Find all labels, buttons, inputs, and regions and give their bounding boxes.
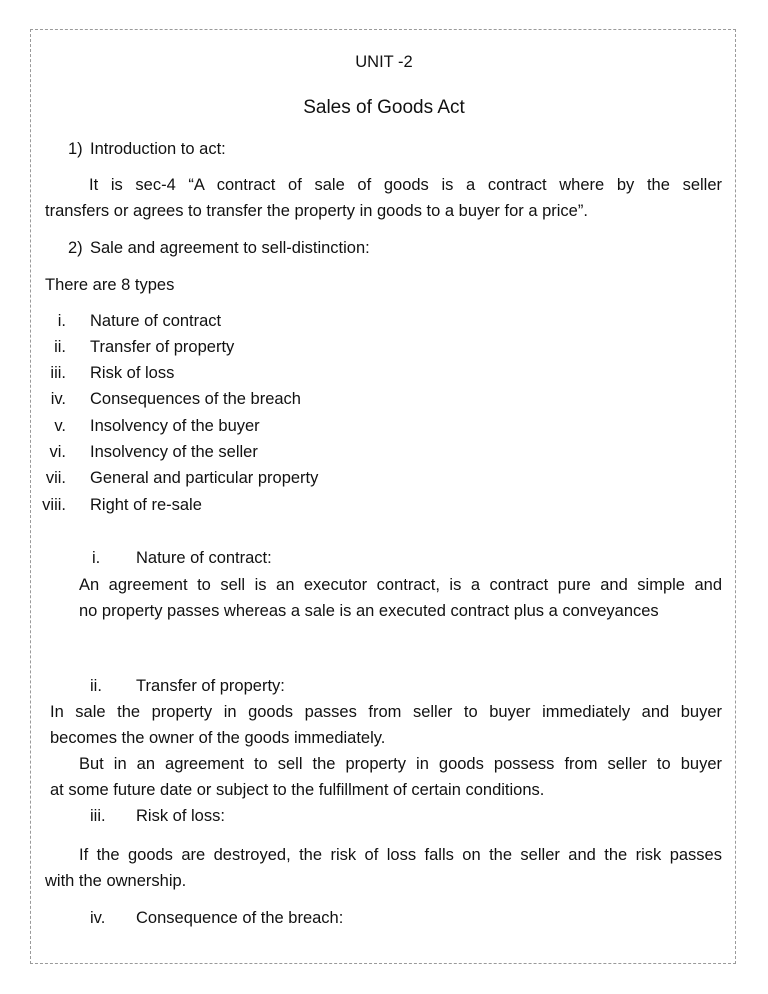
transfer-line-2: becomes the owner of the goods immediately. [50,729,386,747]
risk-line-2: with the ownership. [45,872,187,890]
nature-line-1: An agreement to sell is an executor contract, is a contract pure and simple and [79,576,722,594]
section-2-number: 2) [68,239,83,257]
section-1-line-1: It is sec-4 “A contract of sale of goods is a contract where by the seller [89,176,722,194]
risk-line-1: If the goods are destroyed, the risk of loss falls on the seller and the risk passes [79,846,722,864]
document-title: Sales of Goods Act [303,97,465,118]
list-item-numeral: i. [57,312,66,330]
list-item: Risk of loss [90,364,175,382]
risk-heading: Risk of loss: [136,807,225,825]
section-2-heading: Sale and agreement to sell-distinction: [90,239,370,257]
list-item-numeral: vi. [49,443,66,461]
nature-heading: Nature of contract: [136,549,272,567]
list-item-numeral: iv. [50,390,66,408]
list-item: Transfer of property [90,338,235,356]
section-1-line-2: transfers or agrees to transfer the property in goods to a buyer for a price”. [45,202,588,220]
transfer-heading: Transfer of property: [136,677,285,695]
section-1-heading: Introduction to act: [90,140,226,158]
list-item-numeral: v. [54,417,66,435]
transfer-line-1: In sale the property in goods passes from seller to buyer immediately and buyer [50,703,722,721]
transfer-line-4: at some future date or subject to the fulfillment of certain conditions. [50,781,545,799]
breach-heading: Consequence of the breach: [136,909,344,927]
nature-line-2: no property passes whereas a sale is an executed contract plus a conveyances [79,602,659,620]
list-item: Consequences of the breach [90,390,301,408]
list-item: Nature of contract [90,312,222,330]
breach-numeral: iv. [90,909,106,927]
list-item-numeral: viii. [42,496,66,514]
list-item: Insolvency of the seller [90,443,258,461]
list-item-numeral: ii. [54,338,66,356]
risk-numeral: iii. [90,807,106,825]
transfer-line-3: But in an agreement to sell the property in goods possess from seller to buyer [79,755,722,773]
list-item-numeral: vii. [45,469,66,487]
unit-title: UNIT -2 [355,53,413,71]
nature-numeral: i. [92,549,101,567]
transfer-numeral: ii. [90,677,102,695]
list-item: Insolvency of the buyer [90,417,260,435]
list-item-numeral: iii. [50,364,66,382]
section-2-intro: There are 8 types [45,276,175,294]
section-1-number: 1) [68,140,83,158]
list-item: General and particular property [90,469,319,487]
list-item: Right of re-sale [90,496,202,514]
